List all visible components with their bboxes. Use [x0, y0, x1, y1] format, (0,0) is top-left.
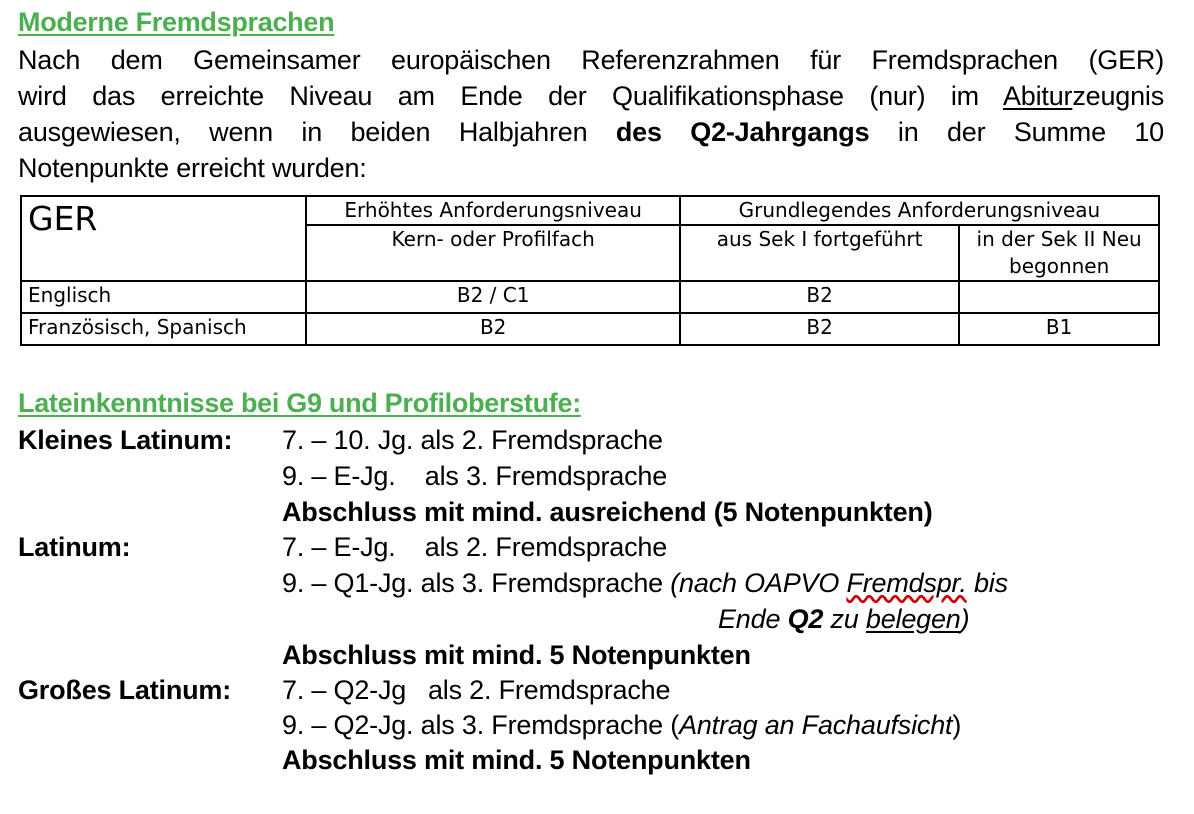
- latinum-row-2: [18, 565, 1178, 601]
- row-value-sek2: [959, 281, 1159, 313]
- latinum-line-continued: Ende Q2 zu belegen): [718, 604, 970, 634]
- paragraph-line: Notenpunkte erreicht wurden:: [18, 153, 367, 183]
- latinum-line: 7. – E-Jg. als 2. Fremdsprache: [282, 532, 668, 562]
- subheader-sek1: aus Sek I fortgeführt: [680, 225, 959, 281]
- paragraph-line: Nach dem Gemeinsamer europäischen Referenzrahmen für Fremdsprachen (GER): [18, 45, 1164, 75]
- row-value-erhoeht: B2 / C1: [306, 281, 679, 313]
- header-erhoeht: Erhöhtes Anforderungsniveau: [306, 196, 679, 225]
- row-value-sek1: B2: [680, 281, 959, 313]
- section-heading-fremdsprachen: Moderne Fremdsprachen: [18, 7, 335, 37]
- kleines-latinum-label: Kleines Latinum:: [18, 425, 233, 455]
- grosses-latinum-line: 9. – Q2-Jg. als 3. Fremdsprache (Antrag an Fachaufsicht): [282, 710, 962, 740]
- kleines-latinum-abschluss: Abschluss mit mind. ausreichend (5 Notenpunkten): [282, 497, 933, 527]
- grosses-latinum-abschluss: Abschluss mit mind. 5 Notenpunkten: [282, 745, 751, 775]
- subheader-sek2: in der Sek II Neu begonnen: [959, 225, 1159, 281]
- row-language: Englisch: [21, 281, 306, 313]
- subheader-kern: Kern- oder Profilfach: [306, 225, 679, 281]
- table-row: [21, 281, 1159, 313]
- ger-table: [20, 195, 1160, 346]
- grosses-latinum-row-3: [18, 742, 1178, 778]
- intro-paragraph: [18, 42, 1164, 186]
- paragraph-line: ausgewiesen, wenn in beiden Halbjahren des Q2-Jahrgangs in der Summe 10: [18, 117, 1164, 147]
- latinum-line: 9. – Q1-Jg. als 3. Fremdsprache (nach OAPVO Fremdspr. bis: [282, 568, 1008, 598]
- grosses-latinum-row-1: [18, 672, 1178, 708]
- kleines-latinum-row-3: [18, 494, 1178, 530]
- latinum-label: Latinum:: [18, 532, 131, 562]
- grosses-latinum-label: Großes Latinum:: [18, 675, 232, 705]
- header-grundlegend: Grundlegendes Anforderungsniveau: [680, 196, 1159, 225]
- latinum-row-3: [18, 601, 1178, 637]
- row-value-erhoeht: B2: [306, 313, 679, 345]
- grosses-latinum-row-2: [18, 707, 1178, 743]
- kleines-latinum-line: 7. – 10. Jg. als 2. Fremdsprache: [282, 425, 663, 455]
- latinum-abschluss: Abschluss mit mind. 5 Notenpunkten: [282, 640, 751, 670]
- paragraph-line: wird das erreichte Niveau am Ende der Qualifikationsphase (nur) im Abiturzeugnis: [18, 81, 1164, 111]
- spellcheck-word: Fremdspr.: [846, 568, 967, 598]
- row-value-sek2: B1: [959, 313, 1159, 345]
- kleines-latinum-row-2: [18, 458, 1178, 494]
- table-corner-cell: GER: [21, 196, 306, 281]
- section-heading-latein: Lateinkenntnisse bei G9 und Profiloberstufe:: [18, 388, 581, 418]
- row-language: Französisch, Spanisch: [21, 313, 306, 345]
- grosses-latinum-line: 7. – Q2-Jg als 2. Fremdsprache: [282, 675, 671, 705]
- latinum-row-4: [18, 637, 1178, 673]
- kleines-latinum-row-1: [18, 422, 1178, 458]
- kleines-latinum-line: 9. – E-Jg. als 3. Fremdsprache: [282, 461, 668, 491]
- row-value-sek1: B2: [680, 313, 959, 345]
- latinum-row-1: [18, 529, 1178, 565]
- table-row: [21, 313, 1159, 345]
